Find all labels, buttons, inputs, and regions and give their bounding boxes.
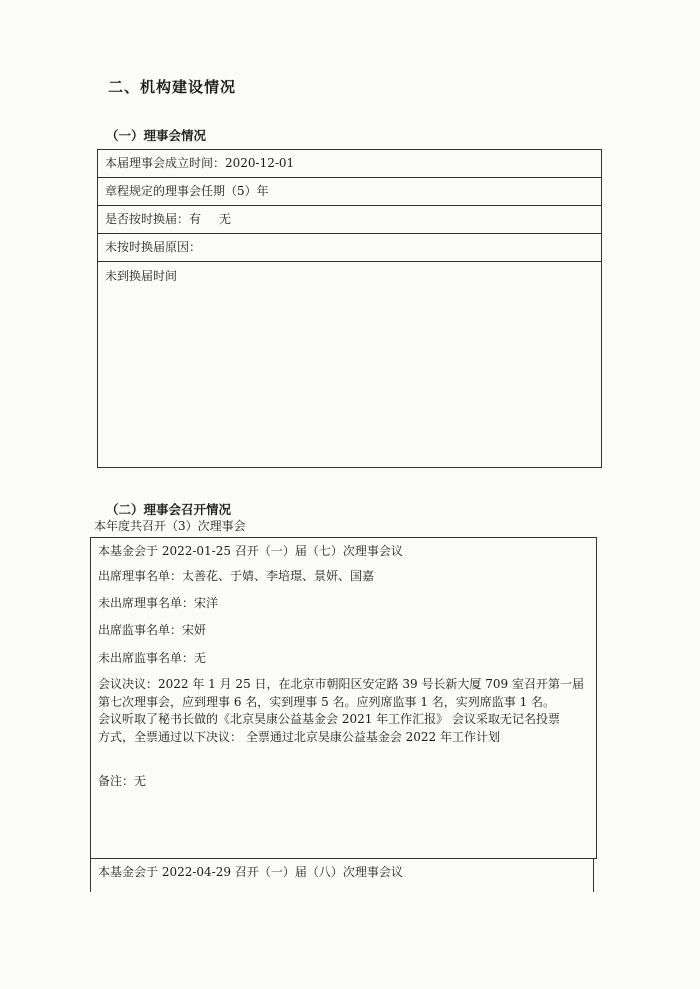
meeting-1-remarks: 备注：无 xyxy=(98,774,147,788)
meeting-1-box xyxy=(90,537,597,859)
meeting-1-attending-supervisors: 出席监事名单：宋妍 xyxy=(98,623,207,637)
meeting-2-title: 本基金会于 2022-04-29 召开（一）届（八）次理事会议 xyxy=(98,865,403,879)
established-row: 本届理事会成立时间：2020-12-01 xyxy=(98,150,601,178)
section-title: 二、机构建设情况 xyxy=(108,78,237,96)
meeting-1-resolution xyxy=(98,676,588,746)
meeting-1-title: 本基金会于 2022-01-25 召开（一）届（七）次理事会议 xyxy=(98,544,403,558)
meeting-count-line: 本年度共召开（3）次理事会 xyxy=(94,519,246,533)
not-on-time-reason-row: 未按时换届原因： xyxy=(98,234,601,262)
meeting-1-absent-directors: 未出席理事名单：宋洋 xyxy=(98,596,219,610)
term-row: 章程规定的理事会任期（5）年 xyxy=(98,178,601,206)
resolution-line: 会议决议：2022 年 1 月 25 日，在北京市朝阳区安定路 39 号长新大厦 709 室召开第一届 xyxy=(98,677,584,691)
meetings-heading: （二）理事会召开情况 xyxy=(106,502,232,517)
meeting-1-absent-supervisors: 未出席监事名单：无 xyxy=(98,651,207,665)
board-info-table xyxy=(97,149,602,468)
meeting-1-attending-directors: 出席理事名单：太善花、于婧、李培璟、景妍、国嘉 xyxy=(98,569,375,583)
resolution-line: 会议听取了秘书长做的《北京昊康公益基金会 2021 年工作汇报》 会议采取无记名投票 xyxy=(98,712,560,726)
resolution-line: 方式，全票通过以下决议： 全票通过北京昊康公益基金会 2022 年工作计划 xyxy=(98,729,500,744)
board-heading: （一）理事会情况 xyxy=(106,128,207,143)
not-due-label: 未到换届时间 xyxy=(105,269,178,283)
on-time-no: 无 xyxy=(219,212,232,226)
on-time-label: 是否按时换届： xyxy=(105,212,190,226)
on-time-yes: 有 xyxy=(189,212,202,226)
on-time-row xyxy=(98,206,601,234)
meeting-2-box xyxy=(90,858,594,892)
resolution-line: 第七次理事会，应到理事 6 名，实到理事 5 名。应列席监事 1 名，实列席监事 1 名。 xyxy=(98,694,556,709)
